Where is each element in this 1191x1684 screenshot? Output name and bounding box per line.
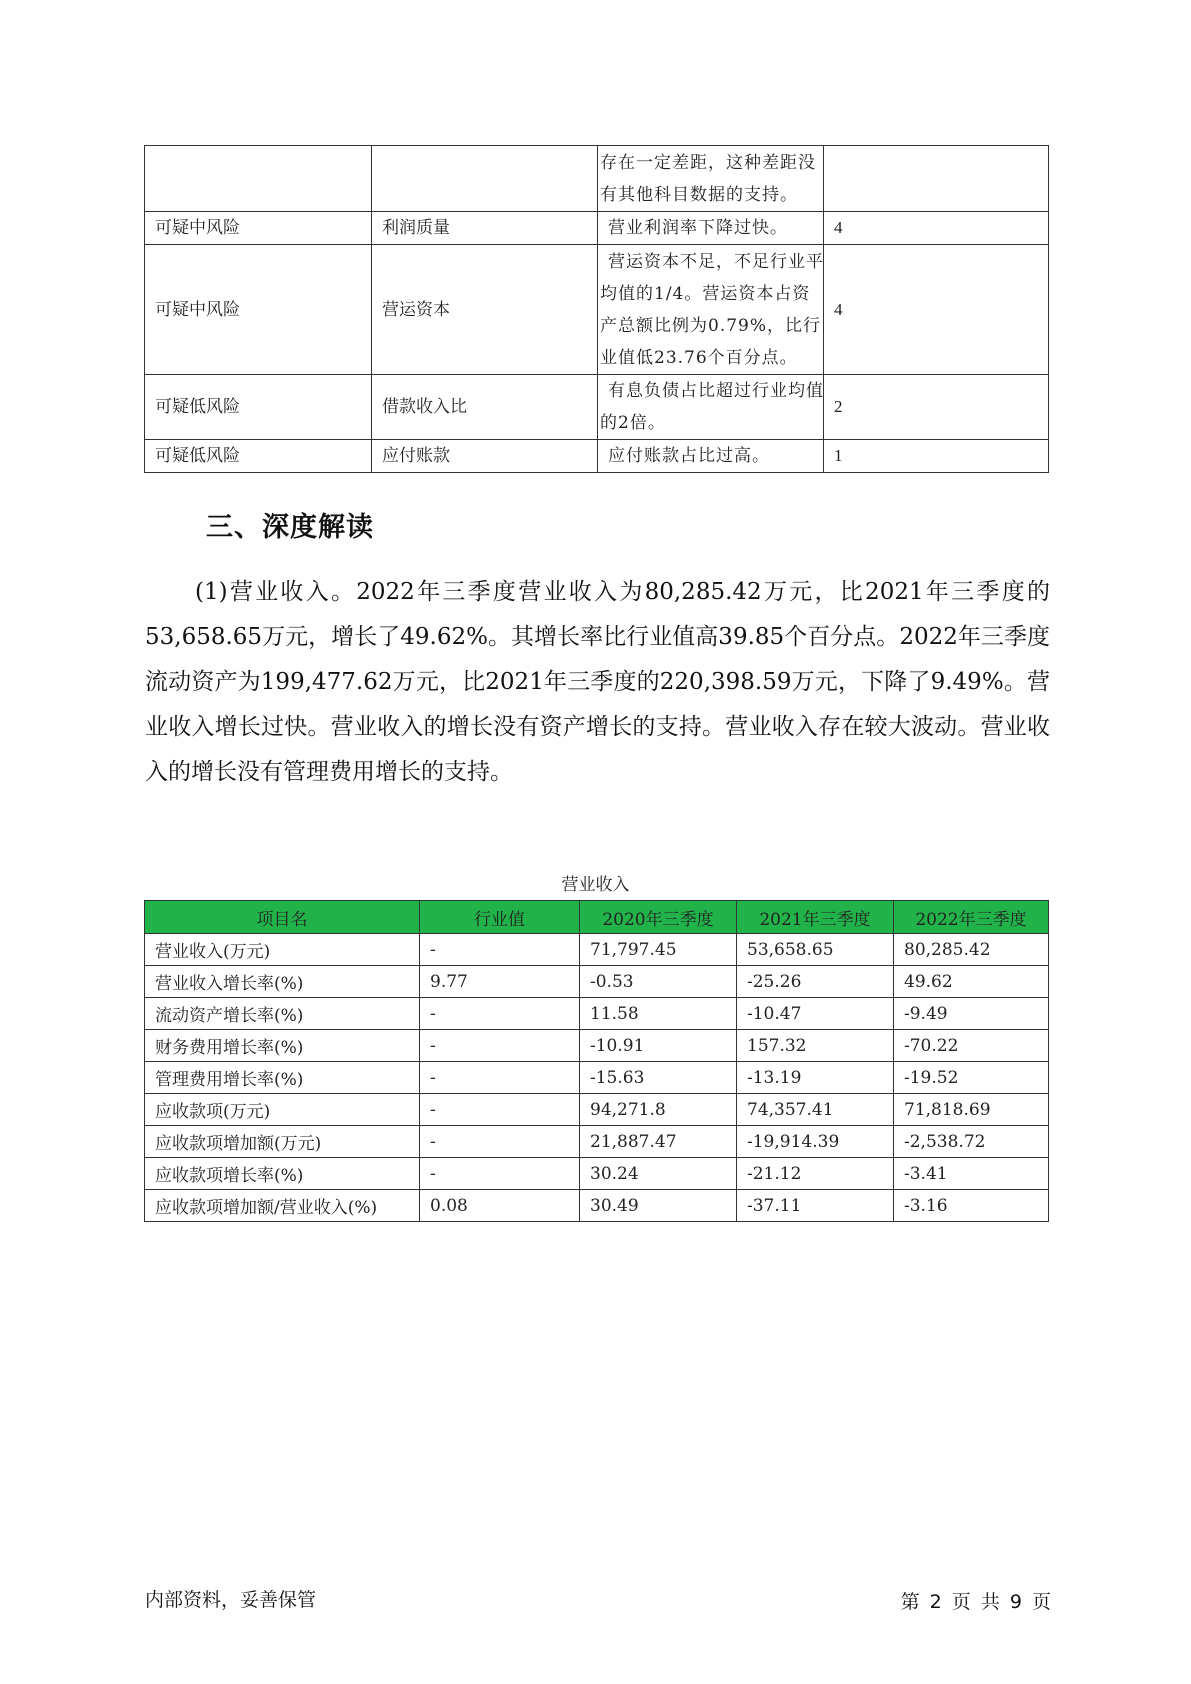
- value-cell: 71,818.69: [894, 1094, 1049, 1126]
- risk-item-cell: 利润质量: [372, 212, 598, 245]
- table-row: [145, 1126, 1049, 1158]
- value-cell: -19,914.39: [737, 1126, 894, 1158]
- value-cell: 71,797.45: [580, 934, 737, 966]
- risk-table: [144, 145, 1049, 473]
- table-header-row: [145, 901, 1049, 934]
- risk-desc-cell: 营业利润率下降过快。: [598, 212, 824, 245]
- risk-desc-cell: 有息负债占比超过行业均值的2倍。: [598, 375, 824, 440]
- value-cell: 30.24: [580, 1158, 737, 1190]
- row-label-cell: 应收款项增加额/营业收入(%): [145, 1190, 420, 1222]
- value-cell: -3.41: [894, 1158, 1049, 1190]
- value-cell: -: [420, 934, 580, 966]
- value-cell: -21.12: [737, 1158, 894, 1190]
- risk-level-cell: 可疑低风险: [145, 440, 372, 473]
- row-label-cell: 流动资产增长率(%): [145, 998, 420, 1030]
- table-row: [145, 1094, 1049, 1126]
- value-cell: 157.32: [737, 1030, 894, 1062]
- table-row: [145, 1030, 1049, 1062]
- revenue-table-body: [145, 934, 1049, 1222]
- value-cell: 30.49: [580, 1190, 737, 1222]
- value-cell: -10.47: [737, 998, 894, 1030]
- table-row: [145, 1158, 1049, 1190]
- table-row: [145, 966, 1049, 998]
- risk-level-cell: [145, 146, 372, 212]
- value-cell: 94,271.8: [580, 1094, 737, 1126]
- section-heading: 三、深度解读: [206, 512, 374, 543]
- row-label-cell: 管理费用增长率(%): [145, 1062, 420, 1094]
- value-cell: -0.53: [580, 966, 737, 998]
- value-cell: -37.11: [737, 1190, 894, 1222]
- value-cell: -10.91: [580, 1030, 737, 1062]
- value-cell: -: [420, 1158, 580, 1190]
- risk-score-cell: 4: [824, 212, 1049, 245]
- value-cell: -3.16: [894, 1190, 1049, 1222]
- table-row: [145, 440, 1049, 473]
- value-cell: -: [420, 1126, 580, 1158]
- value-cell: -9.49: [894, 998, 1049, 1030]
- value-cell: 49.62: [894, 966, 1049, 998]
- row-label-cell: 应收款项(万元): [145, 1094, 420, 1126]
- value-cell: 53,658.65: [737, 934, 894, 966]
- table-row: [145, 1190, 1049, 1222]
- value-cell: 21,887.47: [580, 1126, 737, 1158]
- value-cell: -13.19: [737, 1062, 894, 1094]
- row-label-cell: 财务费用增长率(%): [145, 1030, 420, 1062]
- row-label-cell: 应收款项增加额(万元): [145, 1126, 420, 1158]
- table-row: [145, 146, 1049, 212]
- column-header: 2021年三季度: [737, 901, 894, 934]
- risk-level-cell: 可疑中风险: [145, 245, 372, 375]
- table-row: [145, 212, 1049, 245]
- value-cell: -70.22: [894, 1030, 1049, 1062]
- column-header: 2022年三季度: [894, 901, 1049, 934]
- row-label-cell: 营业收入增长率(%): [145, 966, 420, 998]
- table-row: [145, 245, 1049, 375]
- risk-item-cell: [372, 146, 598, 212]
- value-cell: 80,285.42: [894, 934, 1049, 966]
- risk-score-cell: 1: [824, 440, 1049, 473]
- value-cell: -: [420, 1062, 580, 1094]
- column-header: 行业值: [420, 901, 580, 934]
- value-cell: 9.77: [420, 966, 580, 998]
- risk-score-cell: 2: [824, 375, 1049, 440]
- value-cell: -15.63: [580, 1062, 737, 1094]
- value-cell: 0.08: [420, 1190, 580, 1222]
- risk-desc-cell: 存在一定差距，这种差距没有其他科目数据的支持。: [598, 146, 824, 212]
- value-cell: -: [420, 998, 580, 1030]
- value-cell: -25.26: [737, 966, 894, 998]
- risk-item-cell: 借款收入比: [372, 375, 598, 440]
- risk-item-cell: 应付账款: [372, 440, 598, 473]
- risk-score-cell: [824, 146, 1049, 212]
- body-paragraph: (1)营业收入。2022年三季度营业收入为80,285.42万元，比2021年三季度的53,658.65万元，增长了49.62%。其增长率比行业值高39.85个百分点。2022年三季度流动资产为199,477.62万元，比2021年三季度的220,398.59万元，下降了9.49%。营业收入增长过快。营业收入的增长没有资产增长的支持。营业收入存在较大波动。营业收入的增长没有管理费用增长的支持。: [145, 579, 1050, 785]
- value-cell: -: [420, 1094, 580, 1126]
- revenue-table: [144, 900, 1049, 1222]
- value-cell: 74,357.41: [737, 1094, 894, 1126]
- table-row: [145, 375, 1049, 440]
- page-number: 第 2 页 共 9 页: [900, 1591, 1051, 1613]
- column-header: 2020年三季度: [580, 901, 737, 934]
- risk-level-cell: 可疑低风险: [145, 375, 372, 440]
- footer-confidential-note: 内部资料，妥善保管: [145, 1589, 317, 1611]
- value-cell: -2,538.72: [894, 1126, 1049, 1158]
- column-header: 项目名: [145, 901, 420, 934]
- value-cell: -19.52: [894, 1062, 1049, 1094]
- risk-score-cell: 4: [824, 245, 1049, 375]
- table-row: [145, 1062, 1049, 1094]
- row-label-cell: 营业收入(万元): [145, 934, 420, 966]
- risk-level-cell: 可疑中风险: [145, 212, 372, 245]
- value-cell: -: [420, 1030, 580, 1062]
- table-row: [145, 934, 1049, 966]
- table-row: [145, 998, 1049, 1030]
- risk-item-cell: 营运资本: [372, 245, 598, 375]
- value-cell: 11.58: [580, 998, 737, 1030]
- row-label-cell: 应收款项增长率(%): [145, 1158, 420, 1190]
- risk-desc-cell: 营运资本不足，不足行业平均值的1/4。营运资本占资产总额比例为0.79%，比行业值低23.76个百分点。: [598, 245, 824, 375]
- risk-desc-cell: 应付账款占比过高。: [598, 440, 824, 473]
- table-caption: 营业收入: [561, 875, 630, 895]
